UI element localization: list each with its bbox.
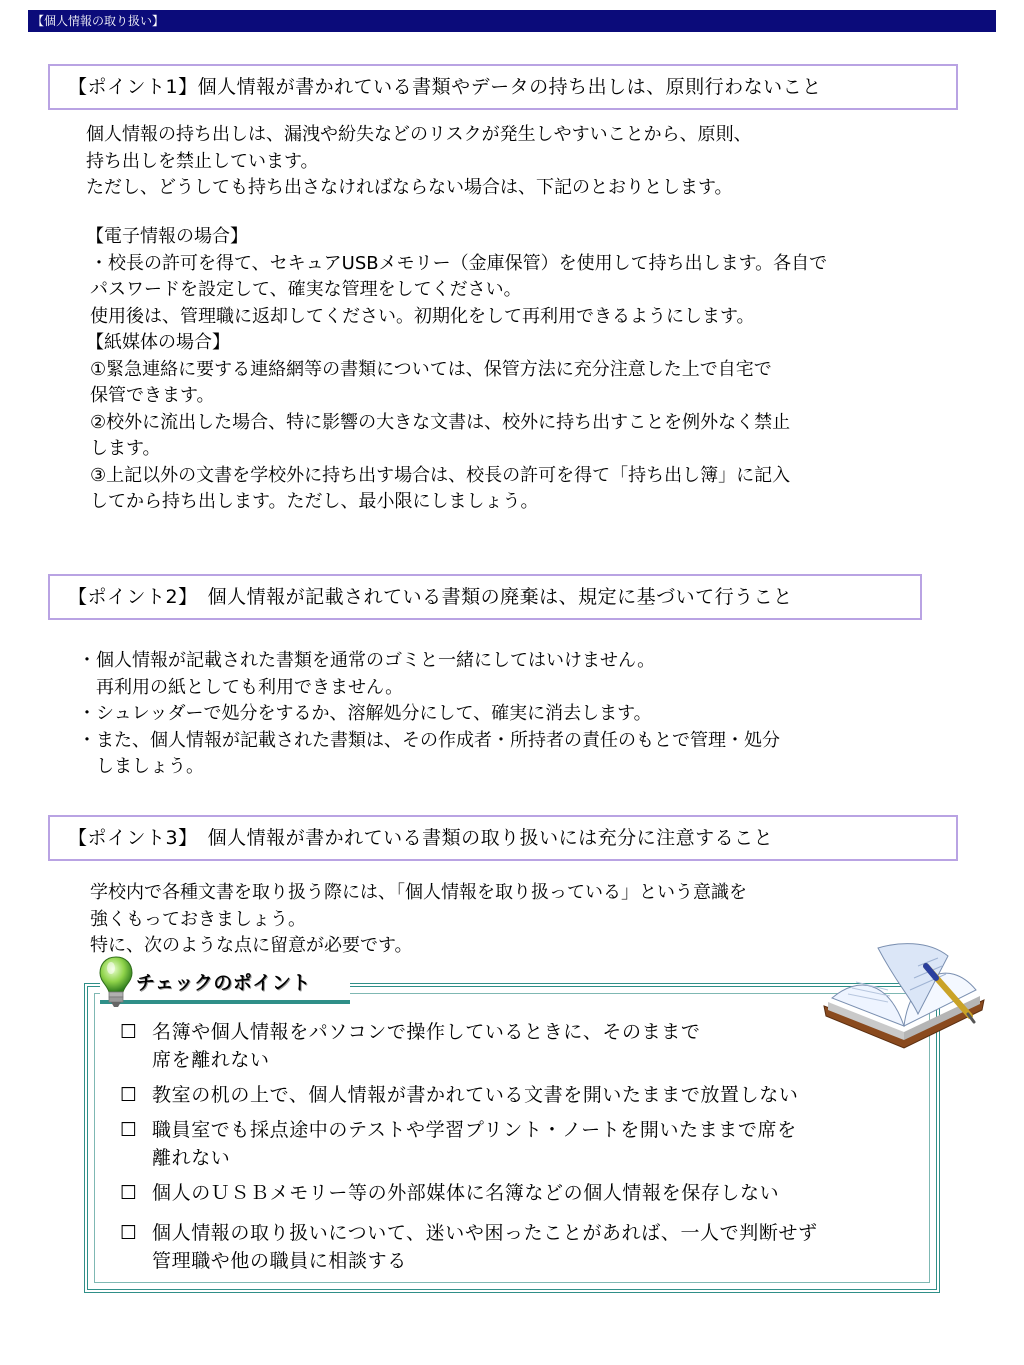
point2-line: ・シュレッダーで処分をするか、溶解処分にして、確実に消去します。 xyxy=(78,703,652,724)
point1-title-box xyxy=(48,64,958,110)
point3-body xyxy=(90,880,747,960)
electronic-line: 使用後は、管理職に返却してください。初期化をして再利用できるようにします。 xyxy=(90,305,755,327)
point2-body xyxy=(78,648,780,781)
lightbulb-icon xyxy=(98,954,134,1010)
point3-line: 学校内で各種文書を取り扱う際には、「個人情報を取り扱っている」という意識を xyxy=(90,882,747,903)
checklist-item-text: 名簿や個人情報をパソコンで操作しているときに、そのままで xyxy=(152,1021,701,1043)
point2-title: 【ポイント2】 個人情報が記載されている書類の廃棄は、規定に基づいて行うこと xyxy=(68,586,793,608)
checkbox-icon: ☐ xyxy=(120,1119,138,1141)
paper-line: ①緊急連絡に要する連絡網等の書類については、保管方法に充分注意した上で自宅で xyxy=(90,358,772,380)
open-book-icon xyxy=(818,936,990,1054)
page-header-title: 【個人情報の取り扱い】 xyxy=(32,14,165,28)
point2-line: 再利用の紙としても利用できません。 xyxy=(78,676,404,698)
point2-line: しましょう。 xyxy=(78,756,204,777)
checklist-item-text: 教室の机の上で、個人情報が書かれている文書を開いたままで放置しない xyxy=(152,1084,799,1106)
point3-line: 強くもっておきましょう。 xyxy=(90,908,306,930)
checklist-item xyxy=(120,1179,818,1207)
paper-heading: 【紙媒体の場合】 xyxy=(86,332,230,353)
paper-line: ②校外に流出した場合、特に影響の大きな文書は、校外に持ち出すことを例外なく禁止 xyxy=(90,411,791,433)
paper-line: してから持ち出します。ただし、最小限にしましょう。 xyxy=(90,491,539,512)
checklist-item-text: 管理職や他の職員に相談する xyxy=(152,1250,407,1272)
checklist-item-text: 個人のＵＳＢメモリー等の外部媒体に名簿などの個人情報を保存しない xyxy=(152,1182,780,1204)
checklist-item-text: 席を離れない xyxy=(152,1049,270,1071)
point1-intro-line: 個人情報の持ち出しは、漏洩や紛失などのリスクが発生しやすいことから、原則、 xyxy=(86,124,752,145)
checklist-item xyxy=(120,1116,818,1172)
point2-title-box xyxy=(48,574,922,620)
checklist-item-text: 職員室でも採点途中のテストや学習プリント・ノートを開いたままで席を xyxy=(152,1119,797,1141)
checklist-item-text: 個人情報の取り扱いについて、迷いや困ったことがあれば、一人で判断せず xyxy=(152,1222,818,1244)
checkbox-icon: ☐ xyxy=(120,1222,138,1244)
point1-intro xyxy=(86,122,752,202)
checkbox-icon: ☐ xyxy=(120,1021,138,1043)
point1-details xyxy=(86,224,827,516)
paper-line: します。 xyxy=(90,438,161,459)
electronic-line: パスワードを設定して、確実な管理をしてください。 xyxy=(90,279,522,300)
checklist-item xyxy=(120,1219,818,1275)
checklist-title: チェックのポイント xyxy=(136,972,311,994)
point1-title: 【ポイント1】個人情報が書かれている書類やデータの持ち出しは、原則行わないこと xyxy=(68,76,822,98)
checklist-item xyxy=(120,1018,818,1074)
point1-intro-line: 持ち出しを禁止しています。 xyxy=(86,150,319,172)
point3-line: 特に、次のような点に留意が必要です。 xyxy=(90,935,413,956)
checklist-item xyxy=(120,1081,818,1109)
electronic-line: ・校長の許可を得て、セキュアUSBメモリー（金庫保管）を使用して持ち出します。各自で xyxy=(90,252,828,274)
point3-title-box xyxy=(48,815,958,861)
checklist-title-underline xyxy=(100,1000,350,1004)
point2-line: ・個人情報が記載された書類を通常のゴミと一緒にしてはいけません。 xyxy=(78,650,656,671)
electronic-heading: 【電子情報の場合】 xyxy=(86,226,248,247)
paper-line: 保管できます。 xyxy=(90,385,215,406)
checkbox-icon: ☐ xyxy=(120,1182,138,1204)
point3-title: 【ポイント3】 個人情報が書かれている書類の取り扱いには充分に注意すること xyxy=(68,827,774,849)
point1-intro-line: ただし、どうしても持ち出さなければならない場合は、下記のとおりとします。 xyxy=(86,177,733,198)
point2-line: ・また、個人情報が記載された書類は、その作成者・所持者の責任のもとで管理・処分 xyxy=(78,729,780,751)
checklist-item-text: 離れない xyxy=(152,1147,231,1169)
page-header-bar xyxy=(28,10,996,32)
checkbox-icon: ☐ xyxy=(120,1084,138,1106)
checklist xyxy=(120,1018,818,1282)
paper-line: ③上記以外の文書を学校外に持ち出す場合は、校長の許可を得て「持ち出し簿」に記入 xyxy=(90,464,791,486)
